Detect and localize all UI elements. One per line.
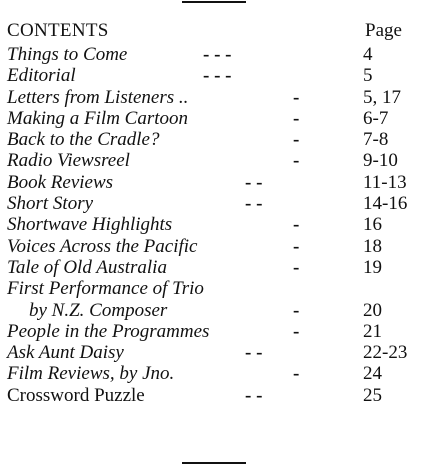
entry-title: Voices Across the Pacific (7, 235, 198, 257)
entry-title: Back to the Cradle? (7, 129, 160, 151)
entry-title: First Performance of Trio (7, 278, 204, 300)
entry-page: 21 (363, 320, 382, 342)
entry-title: Short Story (7, 193, 94, 215)
entry-page: 19 (363, 256, 382, 278)
entry-leader: - (293, 363, 300, 385)
entry-leader: - - (245, 171, 263, 193)
entry-page: 25 (363, 384, 382, 406)
entry-leader: - - (245, 342, 263, 364)
list-item[interactable] (7, 87, 432, 108)
entry-title: Crossword Puzzle (7, 384, 145, 406)
list-item[interactable] (7, 300, 432, 321)
entry-title: Things to Come (7, 44, 128, 65)
entry-leader: - - - (203, 44, 232, 65)
entry-title: Ask Aunt Daisy (7, 342, 124, 364)
entry-page: 9-10 (363, 150, 398, 172)
list-item[interactable] (7, 214, 432, 235)
list-item[interactable] (7, 236, 432, 257)
entry-leader: - - (245, 384, 263, 406)
entry-title: Radio Viewsreel (7, 150, 130, 172)
entry-leader: - (293, 129, 300, 151)
entry-page: 16 (363, 214, 382, 236)
entry-leader: - (293, 299, 300, 321)
entry-page: 6-7 (363, 107, 389, 129)
list-item[interactable] (7, 108, 432, 129)
list-item[interactable] (7, 172, 432, 193)
page-column-label: Page (365, 20, 402, 41)
list-item[interactable] (7, 278, 432, 299)
bottom-divider (182, 462, 246, 464)
entry-title: Letters from Listeners .. (7, 86, 189, 108)
entry-title: People in the Programmes (7, 320, 210, 342)
entry-page: 7-8 (363, 129, 389, 151)
contents-list (7, 44, 432, 406)
entry-page: 18 (363, 235, 382, 257)
entry-title: Shortwave Highlights (7, 214, 173, 236)
entry-title: Tale of Old Australia (7, 256, 167, 278)
contents-header (7, 20, 439, 44)
list-item[interactable] (7, 129, 432, 150)
entry-page: 14-16 (363, 193, 408, 215)
entry-page: 22-23 (363, 342, 408, 364)
entry-leader: - (293, 214, 300, 236)
list-item[interactable] (7, 385, 432, 406)
entry-title: Book Reviews (7, 171, 114, 193)
entry-leader: - (293, 256, 300, 278)
entry-page: 5 (363, 65, 373, 87)
list-item[interactable] (7, 44, 432, 65)
list-item[interactable] (7, 150, 432, 171)
list-item[interactable] (7, 363, 432, 384)
entry-title: Editorial (7, 65, 76, 87)
entry-page: 4 (363, 44, 373, 65)
entry-leader: - (293, 86, 300, 108)
entry-page: 5, 17 (363, 86, 401, 108)
entry-title: Making a Film Cartoon (7, 107, 189, 129)
list-item[interactable] (7, 257, 432, 278)
top-divider (182, 1, 246, 3)
list-item[interactable] (7, 342, 432, 363)
entry-leader: - (293, 235, 300, 257)
entry-title: by N.Z. Composer (29, 299, 168, 321)
list-item[interactable] (7, 65, 432, 86)
entry-page: 20 (363, 299, 382, 321)
entry-leader: - (293, 320, 300, 342)
entry-leader: - (293, 150, 300, 172)
list-item[interactable] (7, 193, 432, 214)
entry-title: Film Reviews, by Jno. (7, 363, 175, 385)
entry-leader: - - - (203, 65, 232, 87)
entry-page: 24 (363, 363, 382, 385)
contents-title: CONTENTS (7, 20, 109, 41)
entry-leader: - - (245, 193, 263, 215)
entry-page: 11-13 (363, 171, 407, 193)
entry-leader: - (293, 107, 300, 129)
list-item[interactable] (7, 321, 432, 342)
